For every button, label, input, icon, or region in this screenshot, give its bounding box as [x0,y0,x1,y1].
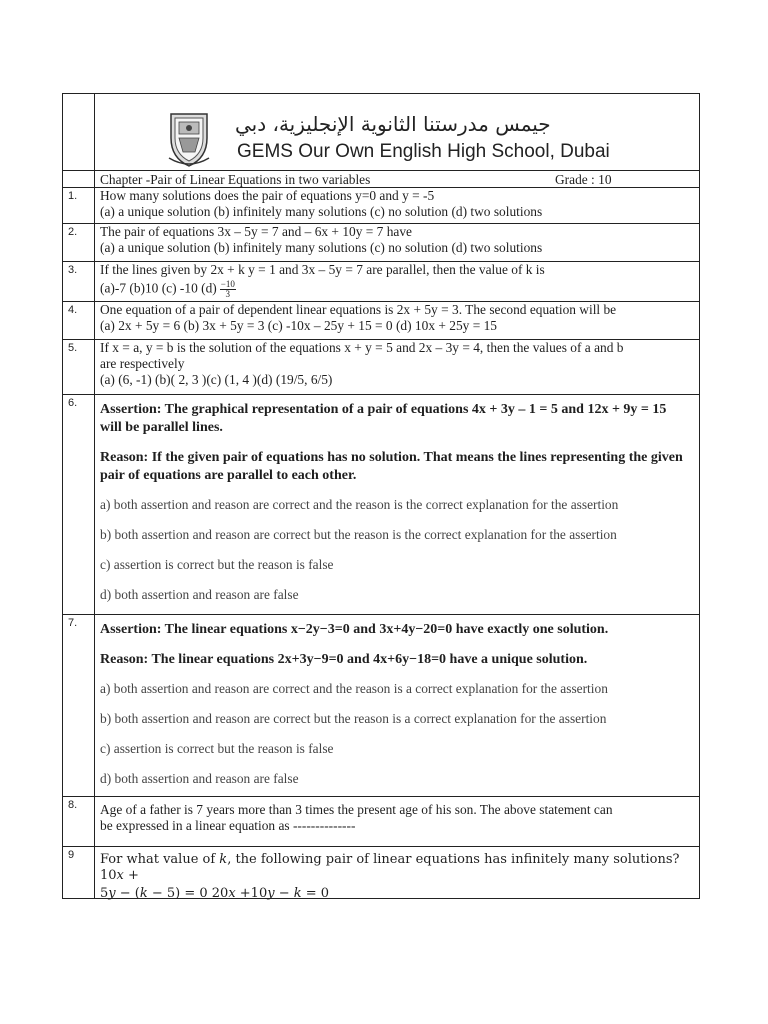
question-content [100,302,691,334]
question-text: The pair of equations 3x – 5y = 7 and – 6x + 10y = 7 have [100,224,412,239]
answer-option: a) both assertion and reason are correct and the reason is a correct explanation for the assertion [100,681,608,696]
answer-option: d) both assertion and reason are false [100,587,299,602]
question-number: 9 [68,849,75,861]
chapter-title: Chapter -Pair of Linear Equations in two variables [100,172,371,187]
question-row [63,187,699,223]
question-row [63,223,699,261]
question-number: 8. [68,799,78,811]
question-text: One equation of a pair of dependent linear equations is 2x + 5y = 3. The second equation will be [100,302,617,317]
question-content [100,621,691,787]
question-text: are respectively [100,356,185,371]
options-text: (a)-7 (b)10 (c) -10 (d) [100,280,217,296]
question-text: For what value of 𝑘, the following pair of linear equations has infinitely many solutions? 10𝑥 + [100,852,680,883]
question-text: Age of a father is 7 years more than 3 times the present age of his son. The above statement can [100,802,613,817]
assertion-text: Assertion: The linear equations x−2y−3=0 and 3x+4y−20=0 have exactly one solution. [100,622,609,637]
question-content [100,802,691,834]
question-text: If x = a, y = b is the solution of the equations x + y = 5 and 2x – 3y = 4, then the values of a and b [100,340,624,355]
question-row [63,394,699,614]
school-name-arabic: جيمس مدرستنا الثانوية الإنجليزية، دبي [235,112,551,136]
question-options: (a) a unique solution (b) infinitely many solutions (c) no solution (d) two solutions [100,204,543,219]
answer-option: c) assertion is correct but the reason is false [100,557,334,572]
question-sheet [62,93,700,899]
question-text: How many solutions does the pair of equations y=0 and y = -5 [100,188,435,203]
question-number: 7. [68,617,78,629]
question-content [100,340,691,388]
reason-text: Reason: The linear equations 2x+3y−9=0 and 4x+6y−18=0 have a unique solution. [100,652,588,667]
question-options: (a) a unique solution (b) infinitely many solutions (c) no solution (d) two solutions [100,240,543,255]
fraction [220,280,236,299]
question-text: If the lines given by 2x + k y = 1 and 3x – 5y = 7 are parallel, then the value of k is [100,262,545,277]
school-name: GEMS Our Own English High School, Dubai [237,141,610,162]
question-content [100,401,691,603]
assertion-text: Assertion: The graphical representation of a pair of equations 4x + 3y – 1 = 5 and 12x + 9y = 15 will be parallel lines. [100,402,667,435]
question-options [100,280,691,299]
question-number: 5. [68,342,78,354]
answer-option: a) both assertion and reason are correct and the reason is the correct explanation for the assertion [100,497,619,512]
question-number: 4. [68,304,78,316]
question-options: (a) 2x + 5y = 6 (b) 3x + 5y = 3 (c) -10x – 25y + 15 = 0 (d) 10x + 25y = 15 [100,318,497,333]
question-content [100,224,691,256]
question-number: 2. [68,226,78,238]
school-header [95,94,699,170]
question-number: 6. [68,397,78,409]
question-row [63,339,699,394]
question-number: 3. [68,264,78,276]
answer-option: b) both assertion and reason are correct but the reason is the correct explanation for the assertion [100,527,617,542]
grade-label: Grade : 10 [555,172,612,187]
question-row [63,796,699,846]
fraction-numerator: −10 [220,279,235,289]
question-content [100,262,691,299]
question-row [63,261,699,301]
question-content [100,852,691,902]
reason-text: Reason: If the given pair of equations has no solution. That means the lines representing the given pair of equations are parallel to each other. [100,450,683,483]
question-text: be expressed in a linear equation as -------------- [100,818,356,833]
question-content [100,188,691,220]
question-options: (a) (6, -1) (b)( 2, 3 )(c) (1, 4 )(d) (19/5, 6/5) [100,372,333,387]
answer-option: d) both assertion and reason are false [100,771,299,786]
answer-option: c) assertion is correct but the reason is false [100,741,334,756]
fraction-denominator: 3 [225,289,231,299]
question-row [63,614,699,796]
question-row [63,301,699,339]
chapter-row [63,170,699,187]
question-row [63,846,699,899]
question-number: 1. [68,190,78,202]
school-crest-logo [165,108,213,168]
question-text: 5𝑦 − (𝑘 − 5) = 0 20𝑥 +10𝑦 − 𝑘 = 0 [100,886,330,901]
answer-option: b) both assertion and reason are correct but the reason is a correct explanation for the assertion [100,711,607,726]
